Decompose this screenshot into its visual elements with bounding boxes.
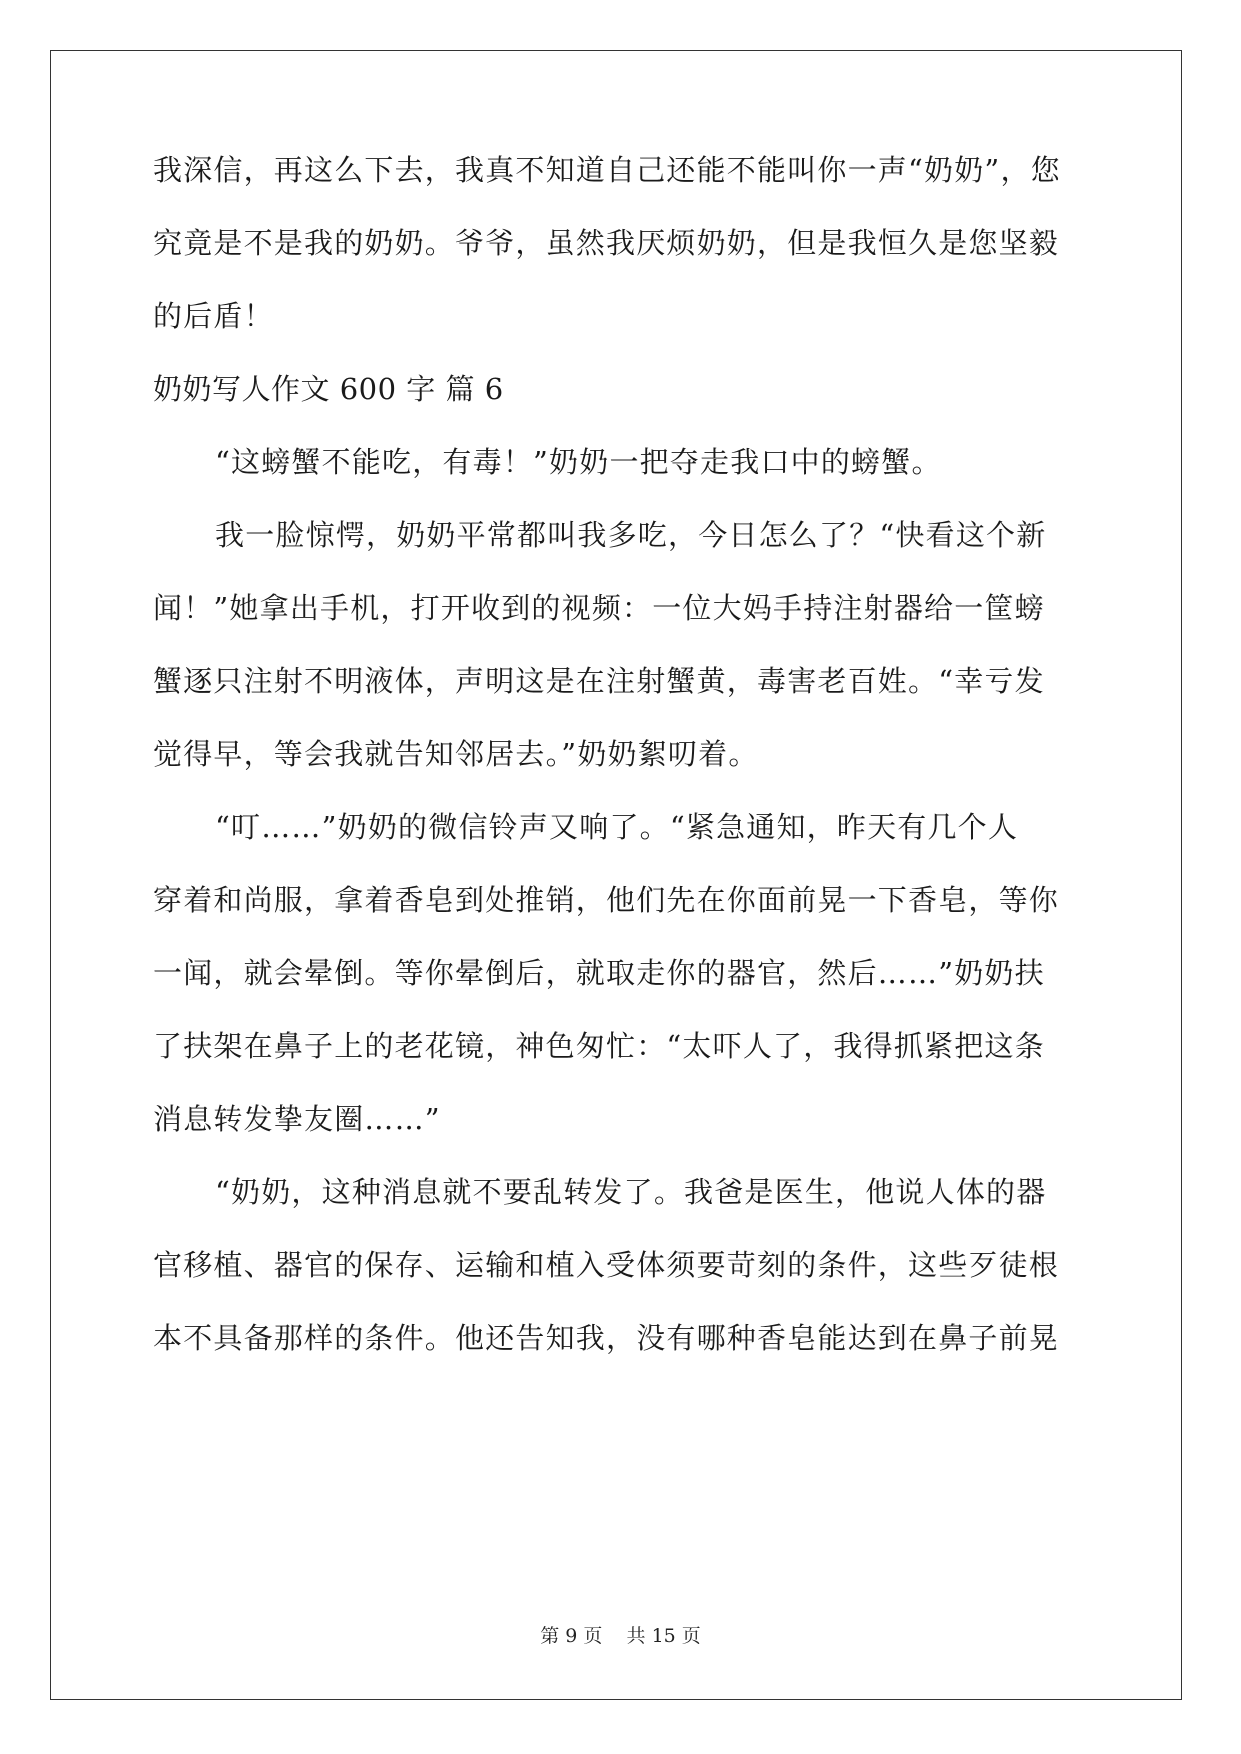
text-line: 究竟是不是我的奶奶。爷爷，虽然我厌烦奶奶，但是我恒久是您坚毅 [153,226,1060,260]
section-heading: 奶奶写人作文 600 字 篇 6 [153,372,504,406]
text-line: 消息转发挚友圈……” [153,1102,441,1136]
text-line: 蟹逐只注射不明液体，声明这是在注射蟹黄，毒害老百姓。“幸亏发 [153,664,1045,698]
text-line: 闻！”她拿出手机，打开收到的视频：一位大妈手持注射器给一筐螃 [153,591,1045,625]
text-line: “奶奶，这种消息就不要乱转发了。我爸是医生，他说人体的器 [215,1175,1047,1209]
text-line: 觉得早，等会我就告知邻居去。”奶奶絮叨着。 [153,737,759,771]
text-line: 的后盾！ [153,299,274,333]
text-line: 本不具备那样的条件。他还告知我，没有哪种香皂能达到在鼻子前晃 [153,1321,1060,1355]
text-line: 了扶架在鼻子上的老花镜，神色匆忙：“太吓人了，我得抓紧把这条 [153,1029,1045,1063]
text-line: “叮……”奶奶的微信铃声又响了。“紧急通知，昨天有几个人 [215,810,1019,844]
text-line: “这螃蟹不能吃，有毒！”奶奶一把夺走我口中的螃蟹。 [215,445,942,479]
text-line: 我深信，再这么下去，我真不知道自己还能不能叫你一声“奶奶”，您 [153,153,1061,187]
text-line: 官移植、器官的保存、运输和植入受体须要苛刻的条件，这些歹徒根 [153,1248,1060,1282]
text-line: 一闻，就会晕倒。等你晕倒后，就取走你的器官，然后……”奶奶扶 [153,956,1045,990]
text-line: 穿着和尚服，拿着香皂到处推销，他们先在你面前晃一下香皂，等你 [153,883,1060,917]
text-line: 我一脸惊愕，奶奶平常都叫我多吃，今日怎么了？“快看这个新 [215,518,1047,552]
page-number-footer: 第 9 页 共 15 页 [540,1625,701,1647]
